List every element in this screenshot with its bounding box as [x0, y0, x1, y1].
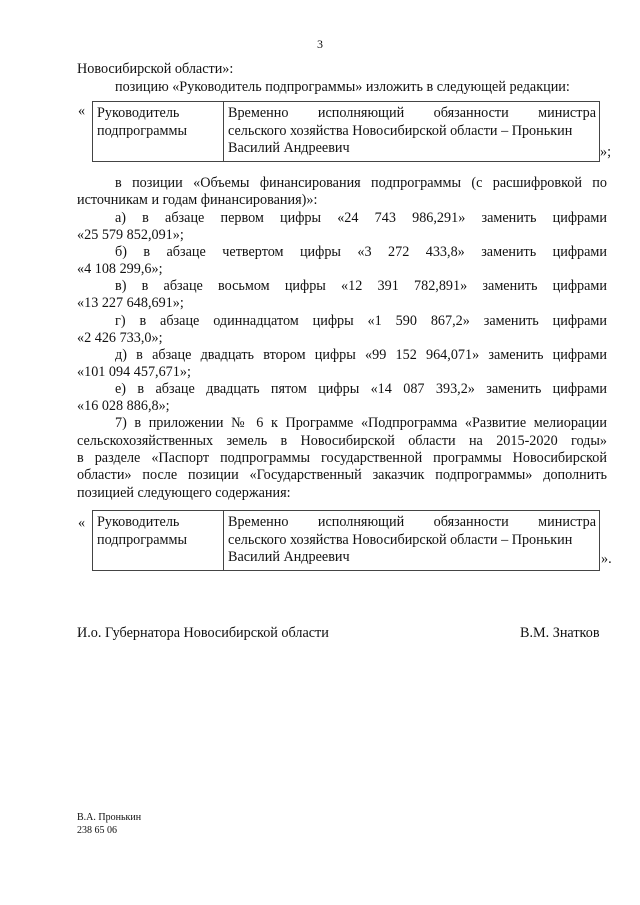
text-line: г) в абзаце одиннадцатом цифры «1 590 867,2» заменить цифрами	[115, 313, 607, 329]
close-quote: »;	[600, 144, 612, 160]
text-line: б) в абзаце четвертом цифры «3 272 433,8» заменить цифрами	[115, 244, 607, 260]
cell-text: Василий Андреевич	[228, 549, 350, 566]
open-quote: «	[78, 515, 86, 531]
text-line: 7) в приложении № 6 к Программе «Подпрограмма «Развитие мелиорации	[115, 415, 607, 431]
text-line: «101 094 457,671»;	[77, 364, 191, 380]
text-line: в) в абзаце восьмом цифры «12 391 782,891» заменить цифрами	[115, 278, 607, 294]
text-line: а) в абзаце первом цифры «24 743 986,291» заменить цифрами	[115, 210, 607, 226]
executor-phone: 238 65 06	[77, 825, 117, 836]
cell-text: Руководитель	[97, 105, 180, 121]
table-cell-label	[93, 102, 224, 162]
text-line: «16 028 886,8»;	[77, 398, 170, 414]
text-line: е) в абзаце двадцать пятом цифры «14 087 393,2» заменить цифрами	[115, 381, 607, 397]
text-line: в позиции «Объемы финансирования подпрограммы (с расшифровкой по	[115, 175, 607, 191]
text-line: сельскохозяйственных земель в Новосибирской области на 2015-2020 годы»	[77, 433, 607, 449]
cell-text: сельского хозяйства Новосибирской области – Пронькин	[228, 122, 573, 139]
cell-text: подпрограммы	[97, 122, 187, 139]
cell-text: Василий Андреевич	[228, 140, 350, 157]
text-line: д) в абзаце двадцать втором цифры «99 152 964,071» заменить цифрами	[115, 347, 607, 363]
cell-text: Руководитель	[97, 514, 180, 530]
signatory-name: В.М. Знатков	[520, 625, 600, 641]
signatory-position: И.о. Губернатора Новосибирской области	[77, 625, 329, 641]
cell-text: Временно исполняющий обязанности министра	[228, 105, 596, 121]
text-line: источникам и годам финансирования)»:	[77, 192, 318, 208]
close-quote: ».	[601, 551, 612, 567]
text-line: позицией следующего содержания:	[77, 485, 291, 501]
page-number: 3	[317, 37, 323, 51]
table-cell-value	[224, 102, 600, 162]
cell-text: Временно исполняющий обязанности министра	[228, 514, 596, 530]
text-line: «4 108 299,6»;	[77, 261, 163, 277]
text-line: области» после позиции «Государственный заказчик подпрограммы» дополнить	[77, 467, 607, 483]
leader-table-1	[92, 101, 600, 162]
text-line: в разделе «Паспорт подпрограммы государственной программы Новосибирской	[77, 450, 607, 466]
table-cell-value	[224, 511, 600, 571]
open-quote: «	[78, 103, 86, 119]
text-line: «25 579 852,091»;	[77, 227, 184, 243]
table-cell-label	[93, 511, 224, 571]
text-line: «2 426 733,0»;	[77, 330, 163, 346]
cell-text: подпрограммы	[97, 531, 187, 548]
cell-text: сельского хозяйства Новосибирской области – Пронькин	[228, 531, 573, 548]
text-line: Новосибирской области»:	[77, 61, 234, 77]
text-line: «13 227 648,691»;	[77, 295, 184, 311]
table-row	[93, 102, 600, 162]
text-line: позицию «Руководитель подпрограммы» изложить в следующей редакции:	[115, 79, 570, 95]
table-row	[93, 511, 600, 571]
leader-table-2	[92, 510, 600, 571]
executor-name: В.А. Пронькин	[77, 812, 142, 823]
